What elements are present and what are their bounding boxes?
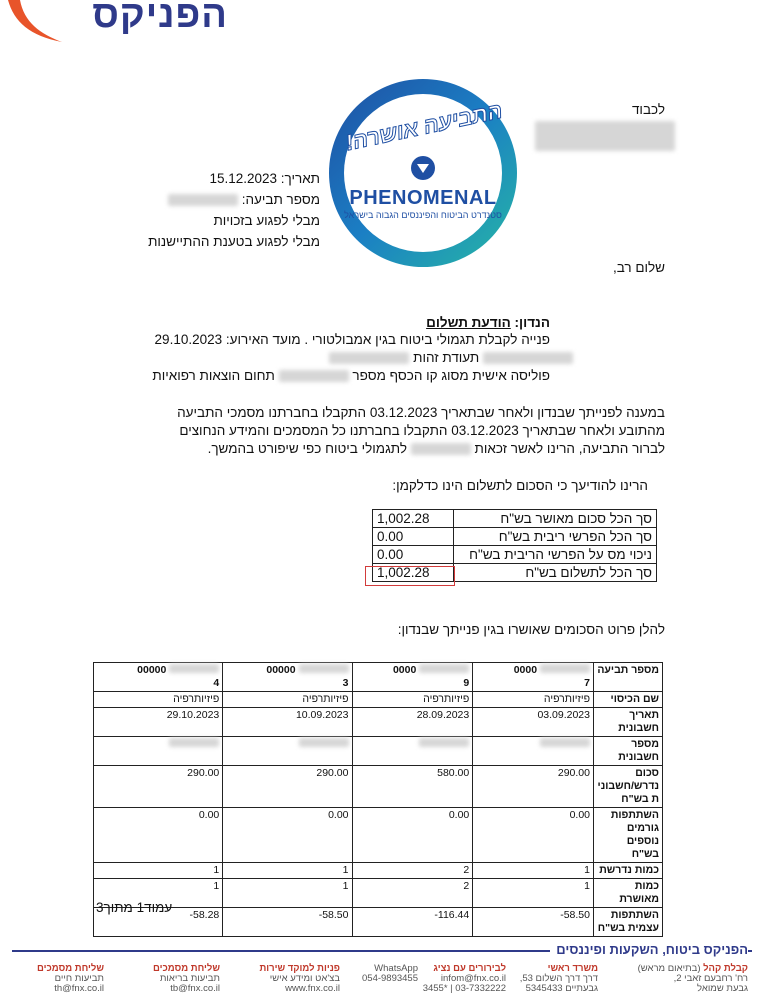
subject-line: [426, 315, 550, 330]
footer-col-note: (בתיאום מראש): [637, 963, 701, 974]
invoice-date-cell: 29.10.2023: [94, 708, 223, 737]
date-value: 15.12.2023: [209, 171, 278, 186]
summary-row: [373, 510, 657, 528]
approved-qty-cell: 1: [223, 879, 352, 908]
footer-col-service: [259, 964, 340, 994]
other-party-cell: 0.00: [94, 808, 223, 863]
footer-col-line1: WhatsApp: [374, 963, 418, 974]
footer-col-line2: www.fnx.co.il: [285, 983, 340, 994]
id-number-redacted: [483, 352, 573, 364]
subject-detail-3: [152, 368, 550, 383]
id-label: תעודת זהות: [413, 350, 480, 365]
coverage-cell: פיזיותרפיה: [352, 692, 473, 708]
policy-number-redacted: [279, 370, 349, 382]
amount-cell: 290.00: [94, 766, 223, 808]
footer-col-line1: תביעות חיים: [54, 973, 104, 984]
footer-col-office: [520, 964, 598, 994]
footer-col-line2: 03-7332222 | *3455: [422, 983, 506, 994]
subject-detail-1: פנייה לקבלת תגמולי ביטוח בגין אמבולטורי . מועד האירוע: 29.10.2023: [154, 332, 550, 347]
footer-col-line1: infom@fnx.co.il: [440, 973, 506, 984]
footer-col-head: פניות למוקד שירות: [259, 963, 340, 974]
footer-col-line1: תביעות בריאות: [159, 973, 220, 984]
recipient-name-redacted: [535, 121, 675, 151]
table-row: [94, 879, 663, 908]
table-row: [94, 663, 663, 692]
table-row: [94, 863, 663, 879]
logo-wordmark: הפניקס: [92, 0, 228, 36]
body-line-3: [65, 440, 665, 458]
footer-col-line2: 054-9893455: [362, 973, 418, 984]
footer-col-line1: רח' רחבעם זאבי 2,: [673, 973, 748, 984]
page-number: עמוד1 מתוך3: [96, 900, 173, 915]
body-line-1: במענה לפנייתך שבנדון ולאחר שבתאריך 03.12.2023 התקבלו בחברתנו מסמכי התביעה: [177, 405, 665, 420]
row-label: השתתפות עצמית בש"ח: [594, 908, 663, 937]
subject-label: הנדון:: [514, 315, 550, 330]
table-row: [94, 908, 663, 937]
approval-stamp: [322, 76, 524, 270]
company-logo: [0, 0, 240, 44]
row-label: תאריך חשבונית: [594, 708, 663, 737]
row-label: שם הכיסוי: [594, 692, 663, 708]
stamp-tagline: סטנדרט הביטוח והפיננסים הגבוה בישראל: [344, 210, 502, 220]
summary-label: סך הכל הפרשי ריבית בש"ח: [454, 528, 657, 546]
approved-qty-cell: 1: [94, 879, 223, 908]
table-row: [94, 808, 663, 863]
other-party-cell: 0.00: [223, 808, 352, 863]
body-paragraph: [65, 404, 665, 458]
footer-col-health-docs: [153, 964, 220, 994]
requested-qty-cell: 1: [473, 863, 594, 879]
policy-area: תחום הוצאות רפואיות: [152, 368, 275, 383]
header-line-4: מבלי לפגוע בטענת ההתיישנות: [148, 234, 320, 249]
stamp-brand: PHENOMENAL: [349, 187, 497, 209]
requested-qty-cell: 1: [223, 863, 352, 879]
invoice-number-redacted: [94, 737, 223, 766]
coverage-cell: פיזיותרפיה: [223, 692, 352, 708]
coverage-cell: פיזיותרפיה: [473, 692, 594, 708]
footer-col-line1: בצ'אט ומידע אישי: [269, 973, 340, 984]
claim-number-cell: 0000 9: [352, 663, 473, 692]
stamp-banner: התביעה אושרה!: [343, 97, 505, 156]
footer-col-line1: דרך דרך השלום 53,: [519, 973, 598, 984]
footer-col-line2: tb@fnx.co.il: [170, 983, 220, 994]
summary-label: ניכוי מס על הפרשי הריבית בש"ח: [454, 546, 657, 564]
claim-number-cell: 00000 3: [223, 663, 352, 692]
claim-number-cell: 00000 4: [94, 663, 223, 692]
summary-value: 1,002.28: [373, 510, 454, 528]
footer-col-line2: גבעתיים 5345433: [525, 983, 598, 994]
subject-title: הודעת תשלום: [426, 315, 511, 330]
summary-value: 0.00: [373, 528, 454, 546]
amount-intro: הרינו להודיעך כי הסכום לתשלום הינו כדלקמן:: [392, 478, 648, 493]
footer-col-reception: [638, 964, 748, 994]
body-line-2: מהתובע ולאחר שבתאריך 03.12.2023 התקבלו בחברתנו כל המסמכים והמידע הנחוצים: [179, 423, 665, 438]
footer-title: הפניקס ביטוח, השקעות ופיננסים: [550, 942, 748, 957]
footer-col-rep: [423, 964, 506, 994]
summary-label: סך הכל סכום מאושר בש"ח: [454, 510, 657, 528]
row-label: כמות מאושרת: [594, 879, 663, 908]
row-label: השתתפות גורמים נוספים בש"ח: [594, 808, 663, 863]
claim-number-cell: 0000 7: [473, 663, 594, 692]
table-row: [94, 737, 663, 766]
invoice-date-cell: 28.09.2023: [352, 708, 473, 737]
approved-qty-cell: 1: [473, 879, 594, 908]
claim-label: מספר תביעה:: [241, 192, 320, 207]
summary-value: 0.00: [373, 546, 454, 564]
requested-qty-cell: 1: [94, 863, 223, 879]
policy-label: פוליסה אישית מסוג קו הכסף מספר: [352, 368, 550, 383]
total-highlight-box: [365, 566, 455, 586]
row-label: מספר חשבונית: [594, 737, 663, 766]
header-line-3: מבלי לפגוע בזכויות: [213, 213, 320, 228]
deductible-cell: -58.50: [473, 908, 594, 937]
footer-col-head: משרד ראשי: [547, 963, 598, 974]
invoice-number-redacted: [352, 737, 473, 766]
body-line-3a: לברור התביעה, הרינו לאשר זכאות: [474, 441, 665, 456]
footer-col-whatsapp: [362, 964, 418, 984]
claim-details-table: [93, 662, 663, 937]
footer-col-head: לבירורים עם נציג: [433, 963, 506, 974]
body-line-3b: לתגמולי ביטוח כפי שיפורט בהמשך.: [207, 441, 407, 456]
deductible-cell: -58.28: [94, 908, 223, 937]
footer-col-head: שליחת מסמכים: [153, 963, 220, 974]
invoice-number-redacted: [223, 737, 352, 766]
invoice-date-cell: 10.09.2023: [223, 708, 352, 737]
claim-number-redacted: [168, 194, 238, 206]
footer-col-head: קבלת קהל: [703, 963, 748, 974]
amount-cell: 290.00: [223, 766, 352, 808]
table-row: [94, 708, 663, 737]
deductible-cell: -116.44: [352, 908, 473, 937]
summary-total-value: 1,002.28: [373, 564, 454, 582]
phoenix-logo-icon: [0, 0, 70, 44]
header-block: [148, 171, 320, 255]
subject-detail-2: [329, 350, 573, 365]
footer-col-head: שליחת מסמכים: [37, 963, 104, 974]
greeting: שלום רב,: [612, 260, 665, 275]
footer-col-life-docs: [37, 964, 104, 994]
table-row: [94, 692, 663, 708]
table-row: [94, 766, 663, 808]
footer-col-line2: th@fnx.co.il: [54, 983, 104, 994]
other-party-cell: 0.00: [473, 808, 594, 863]
amount-cell: 290.00: [473, 766, 594, 808]
details-intro: להלן פרוט הסכומים שאושרו בגין פנייתך שבנדון:: [397, 622, 665, 637]
invoice-date-cell: 03.09.2023: [473, 708, 594, 737]
amount-cell: 580.00: [352, 766, 473, 808]
recipient-label: לכבוד: [631, 102, 665, 117]
beneficiary-redacted: [411, 443, 471, 455]
row-label: כמות נדרשת: [594, 863, 663, 879]
summary-label: סך הכל לתשלום בש"ח: [454, 564, 657, 582]
other-party-cell: 0.00: [352, 808, 473, 863]
footer-col-line2: גבעת שמואל: [697, 983, 748, 994]
approved-qty-cell: 2: [352, 879, 473, 908]
deductible-cell: -58.50: [223, 908, 352, 937]
summary-row: [373, 528, 657, 546]
date-label: תאריך:: [280, 171, 320, 186]
invoice-number-redacted: [473, 737, 594, 766]
summary-row: [373, 546, 657, 564]
coverage-cell: פיזיותרפיה: [94, 692, 223, 708]
requested-qty-cell: 2: [352, 863, 473, 879]
row-label: סכום נדרש/חשבוני ת בש"ח: [594, 766, 663, 808]
row-label: מספר תביעה: [594, 663, 663, 692]
insured-name-redacted: [329, 352, 409, 364]
